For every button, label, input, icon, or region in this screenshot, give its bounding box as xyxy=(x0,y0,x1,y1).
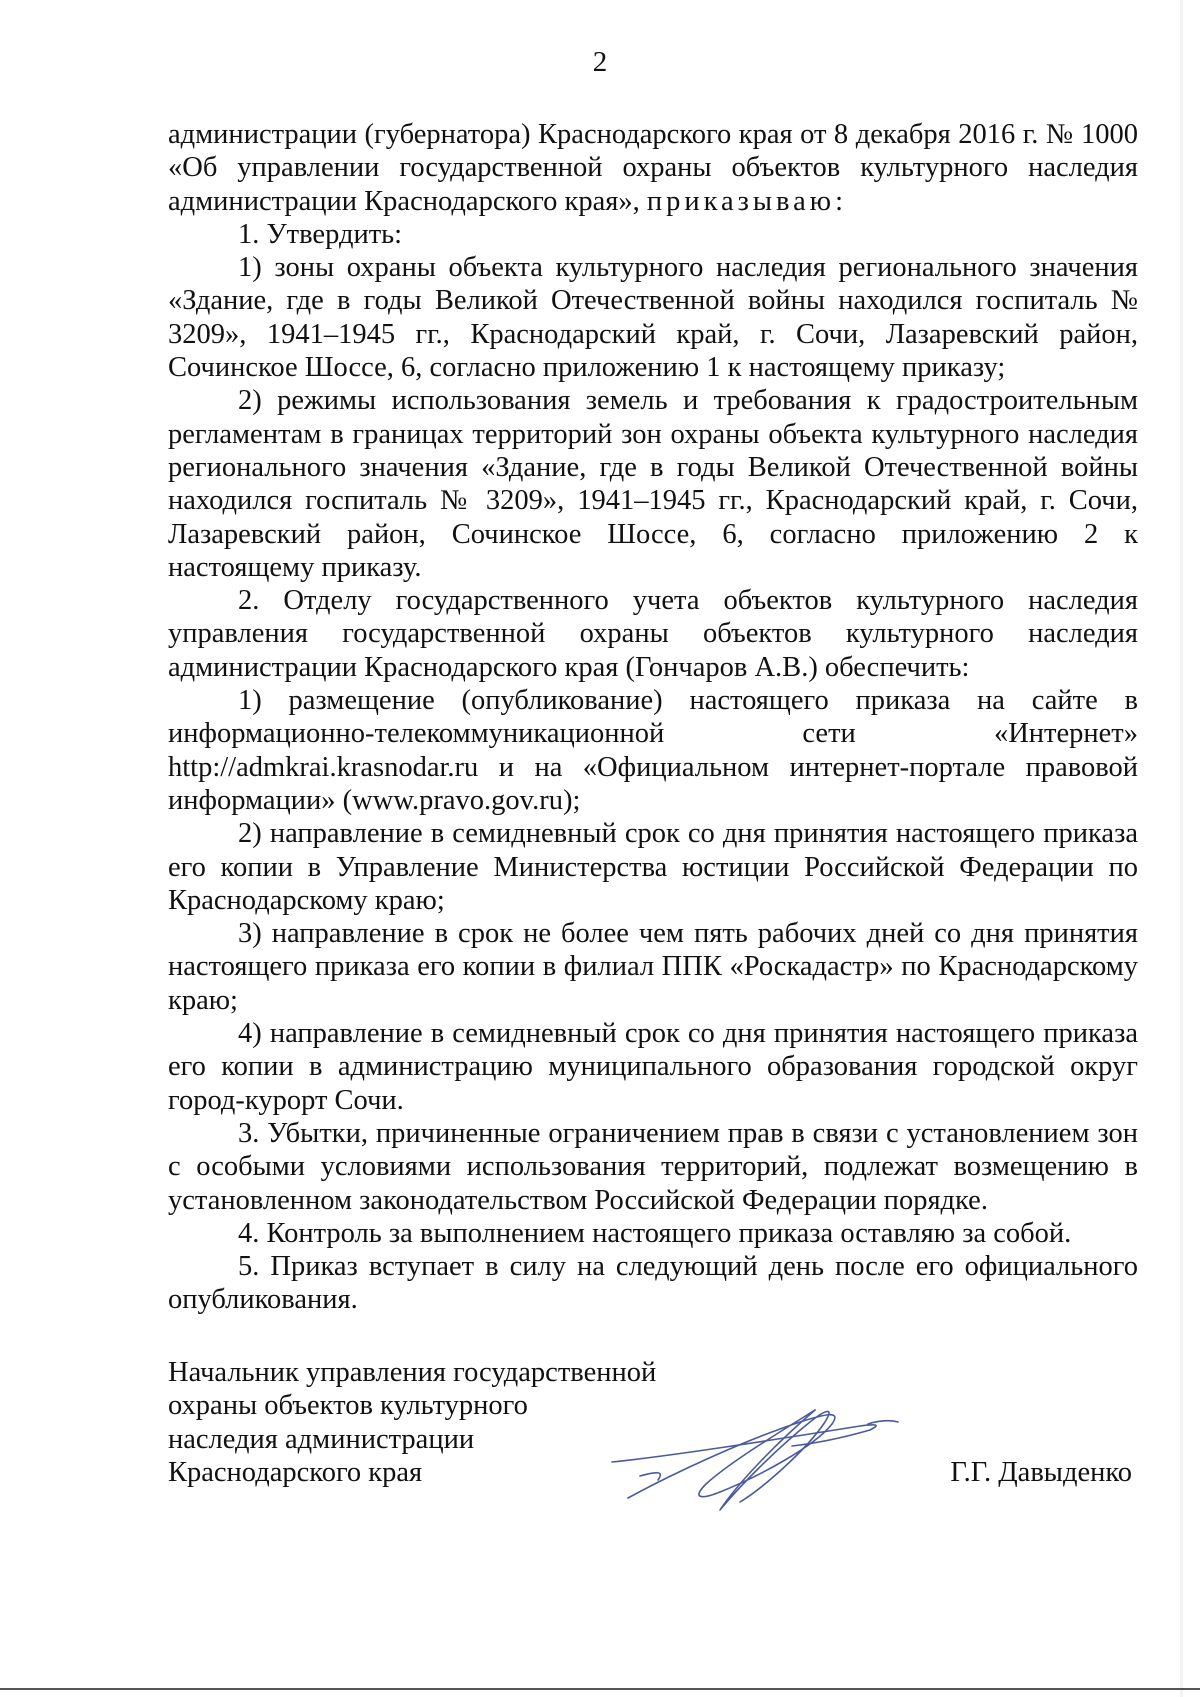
paragraph-department-item-2: 2) направление в семидневный срок со дня принятия настоящего приказа его копии в Управление Министерства юстиции Российской Федерации по Краснодарскому краю; xyxy=(168,818,1138,916)
page-edge-shadow xyxy=(1180,0,1183,1697)
signatory-position-line: охраны объектов культурного xyxy=(168,1390,528,1422)
paragraph-department: 2. Отделу государственного учета объектов культурного наследия управления государственной охраны объектов культурного наследия администрации Краснодарского края (Гончаров А.В.) обеспечить: xyxy=(168,585,1138,683)
paragraph-intro: администрации (губернатора) Краснодарского края от 8 декабря 2016 г. № 1000 «Об управлении государственной охраны объектов культурного наследия администрации Краснодарского края», приказываю: xyxy=(168,119,1138,217)
page-number: 2 xyxy=(592,46,608,78)
order-word: приказываю xyxy=(646,185,836,217)
scan-bottom-edge xyxy=(0,1688,1200,1690)
document-body xyxy=(168,118,1138,1317)
paragraph-control: 4. Контроль за выполнением настоящего приказа оставляю за собой. xyxy=(238,1217,1072,1249)
signatory-name: Г.Г. Давыденко xyxy=(950,1456,1132,1488)
paragraph-losses: 3. Убытки, причиненные ограничением прав в связи с установлением зон с особыми условиями использования территорий, подлежат возмещению в установленном законодательством Российской Федерации порядке. xyxy=(168,1117,1138,1216)
signatory-position-line: Краснодарского края xyxy=(168,1456,423,1488)
paragraph-department-item-3: 3) направление в срок не более чем пять рабочих дней со дня принятия настоящего приказа его копии в филиал ППК «Роскадастр» по Краснодарскому краю; xyxy=(168,918,1138,1016)
paragraph-approve-item-2: 2) режимы использования земель и требования к градостроительным регламентам в границах территорий зон охраны объекта культурного наследия регионального значения «Здание, где в годы Великой Отечественной войны находился госпиталь № 3209», 1941–1945 гг., Краснодарский край, г. Сочи, Лазаревский район, Сочинское Шоссе, 6, согласно приложению 2 к настоящему приказу. xyxy=(168,385,1138,583)
paragraph-effective: 5. Приказ вступает в силу на следующий день после его официального опубликования. xyxy=(168,1251,1138,1316)
paragraph-department-item-1: 1) размещение (опубликование) настоящего приказа на сайте в информационно-телекоммуникационной сети «Интернет» http://admkrai.krasnodar.ru и на «Официальном интернет-портале правовой информации» (www.pravo.gov.ru); xyxy=(168,685,1138,816)
paragraph-department-item-4: 4) направление в семидневный срок со дня принятия настоящего приказа его копии в администрацию муниципального образования городской округ город-курорт Сочи. xyxy=(168,1018,1138,1116)
paragraph-approve: 1. Утвердить: xyxy=(238,218,403,250)
signatory-position-line: наследия администрации xyxy=(168,1423,475,1455)
paragraph-approve-item-1: 1) зоны охраны объекта культурного наследия регионального значения «Здание, где в годы Великой Отечественной войны находился госпиталь № 3209», 1941–1945 гг., Краснодарский край, г. Сочи, Лазаревский район, Сочинское Шоссе, 6, согласно приложению 1 к настоящему приказу; xyxy=(168,252,1138,384)
handwritten-signature xyxy=(610,1380,900,1520)
signatory-position-line: Начальник управления государственной xyxy=(168,1357,657,1388)
